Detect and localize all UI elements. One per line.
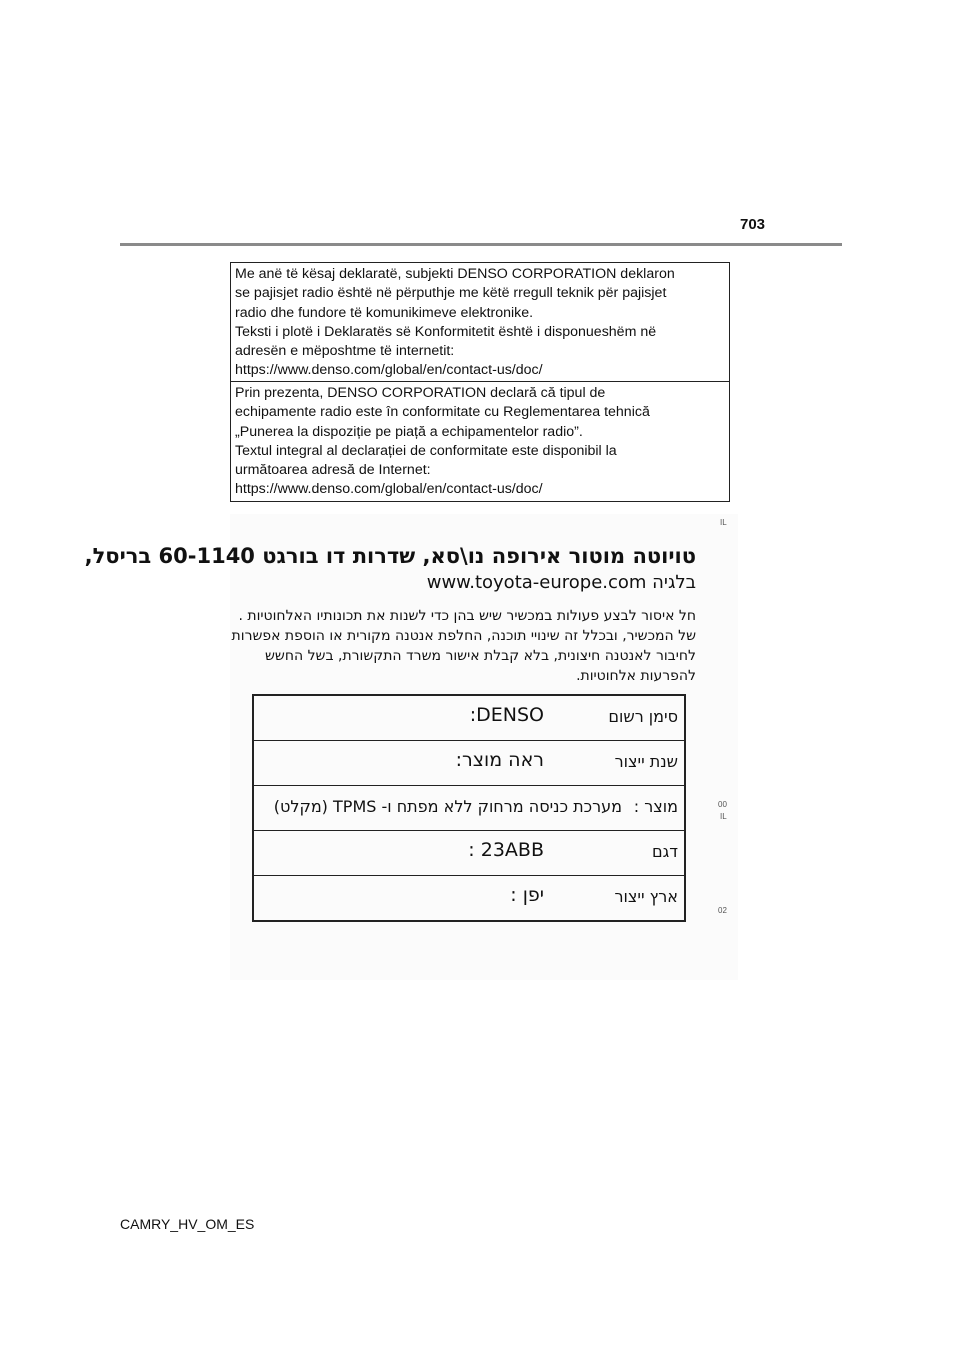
declaration-line: radio dhe fundore të komunikimeve elektronike. — [235, 304, 534, 321]
table-row — [254, 831, 684, 876]
declaration-line: Me anë të kësaj deklaratë, subjekti DENSO CORPORATION deklaron — [235, 266, 675, 282]
side-code: 02 — [718, 906, 727, 915]
table-row — [254, 876, 684, 921]
hebrew-paragraph-line: חל איסור לבצע פעולות במכשיר שיש בהן כדי לשנות את תכונותיו האלחוטיות . — [238, 608, 696, 624]
declaration-line: următoarea adresă de Internet: — [235, 462, 431, 479]
side-code: 00 — [718, 800, 727, 809]
hebrew-paragraph-line: לחיבור לאנטנה חיצונית, בלא קבלת אישור משרד התקשורת, בשל החשש — [265, 648, 696, 664]
row-value: DENSO: — [469, 704, 544, 726]
declaration-line: https://www.denso.com/global/en/contact-us/doc/ — [235, 481, 543, 498]
row-label: סימן רשום — [608, 707, 678, 726]
row-value: ראה מוצר: — [455, 749, 544, 771]
declarations-box — [230, 262, 730, 502]
row-value: 23ABB : — [468, 839, 544, 861]
row-value: יפן : — [510, 884, 544, 906]
row-label: שנת ייצור — [614, 752, 678, 771]
declaration-line: Prin prezenta, DENSO CORPORATION declară că tipul de — [235, 385, 606, 401]
hebrew-title: טויוטה מוטור אירופה נו\סא, שדרות דו בורגט 60-1140 בריסל, — [84, 544, 696, 568]
row-label: ארץ ייצור — [614, 887, 678, 906]
page-number: 703 — [740, 216, 766, 233]
hebrew-declaration-scan — [84, 514, 738, 980]
hebrew-paragraph-line: של המכשיר, ובכלל זה שינויי תוכנה, החלפת אנטנה מקורית או הוספת אפשרות — [231, 628, 696, 644]
declaration-albanian — [231, 263, 729, 382]
declaration-line: „Punerea la dispoziție pe piață a echipamentelor radio”. — [235, 423, 583, 440]
declaration-line: https://www.denso.com/global/en/contact-us/doc/ — [235, 362, 543, 379]
hebrew-subtitle: בלגיה www.toyota-europe.com — [426, 572, 696, 593]
declaration-line: adresën e mëposhtme të internetit: — [235, 343, 455, 360]
declaration-line: se pajisjet radio është në përputhje me këtë rregull teknik për pajisjet — [235, 285, 667, 302]
header-rule — [120, 243, 842, 246]
table-row — [254, 786, 684, 831]
declaration-line: Textul integral al declarației de conformitate este disponibil la — [235, 442, 617, 459]
hebrew-paragraph — [231, 606, 696, 686]
declaration-line: Teksti i plotë i Deklaratës së Konformitetit është i disponueshëm në — [235, 323, 657, 340]
side-code: IL — [720, 518, 727, 527]
row-label: מוצר : — [633, 797, 678, 816]
table-row — [254, 741, 684, 786]
footer-code: CAMRY_HV_OM_ES — [120, 1216, 255, 1232]
declaration-romanian — [231, 382, 729, 500]
table-row — [254, 696, 684, 741]
row-label: דגם — [652, 842, 678, 861]
row-value: מערכת כניסה מרחוק ללא מפתח ו- TPMS (מקלט) — [273, 797, 622, 816]
hebrew-label-table — [252, 694, 686, 922]
declaration-line: echipamente radio este în conformitate cu Reglementarea tehnică — [235, 404, 650, 421]
side-code: IL — [720, 812, 727, 821]
hebrew-paragraph-line: להפרעות אלחוטיות. — [576, 668, 696, 684]
